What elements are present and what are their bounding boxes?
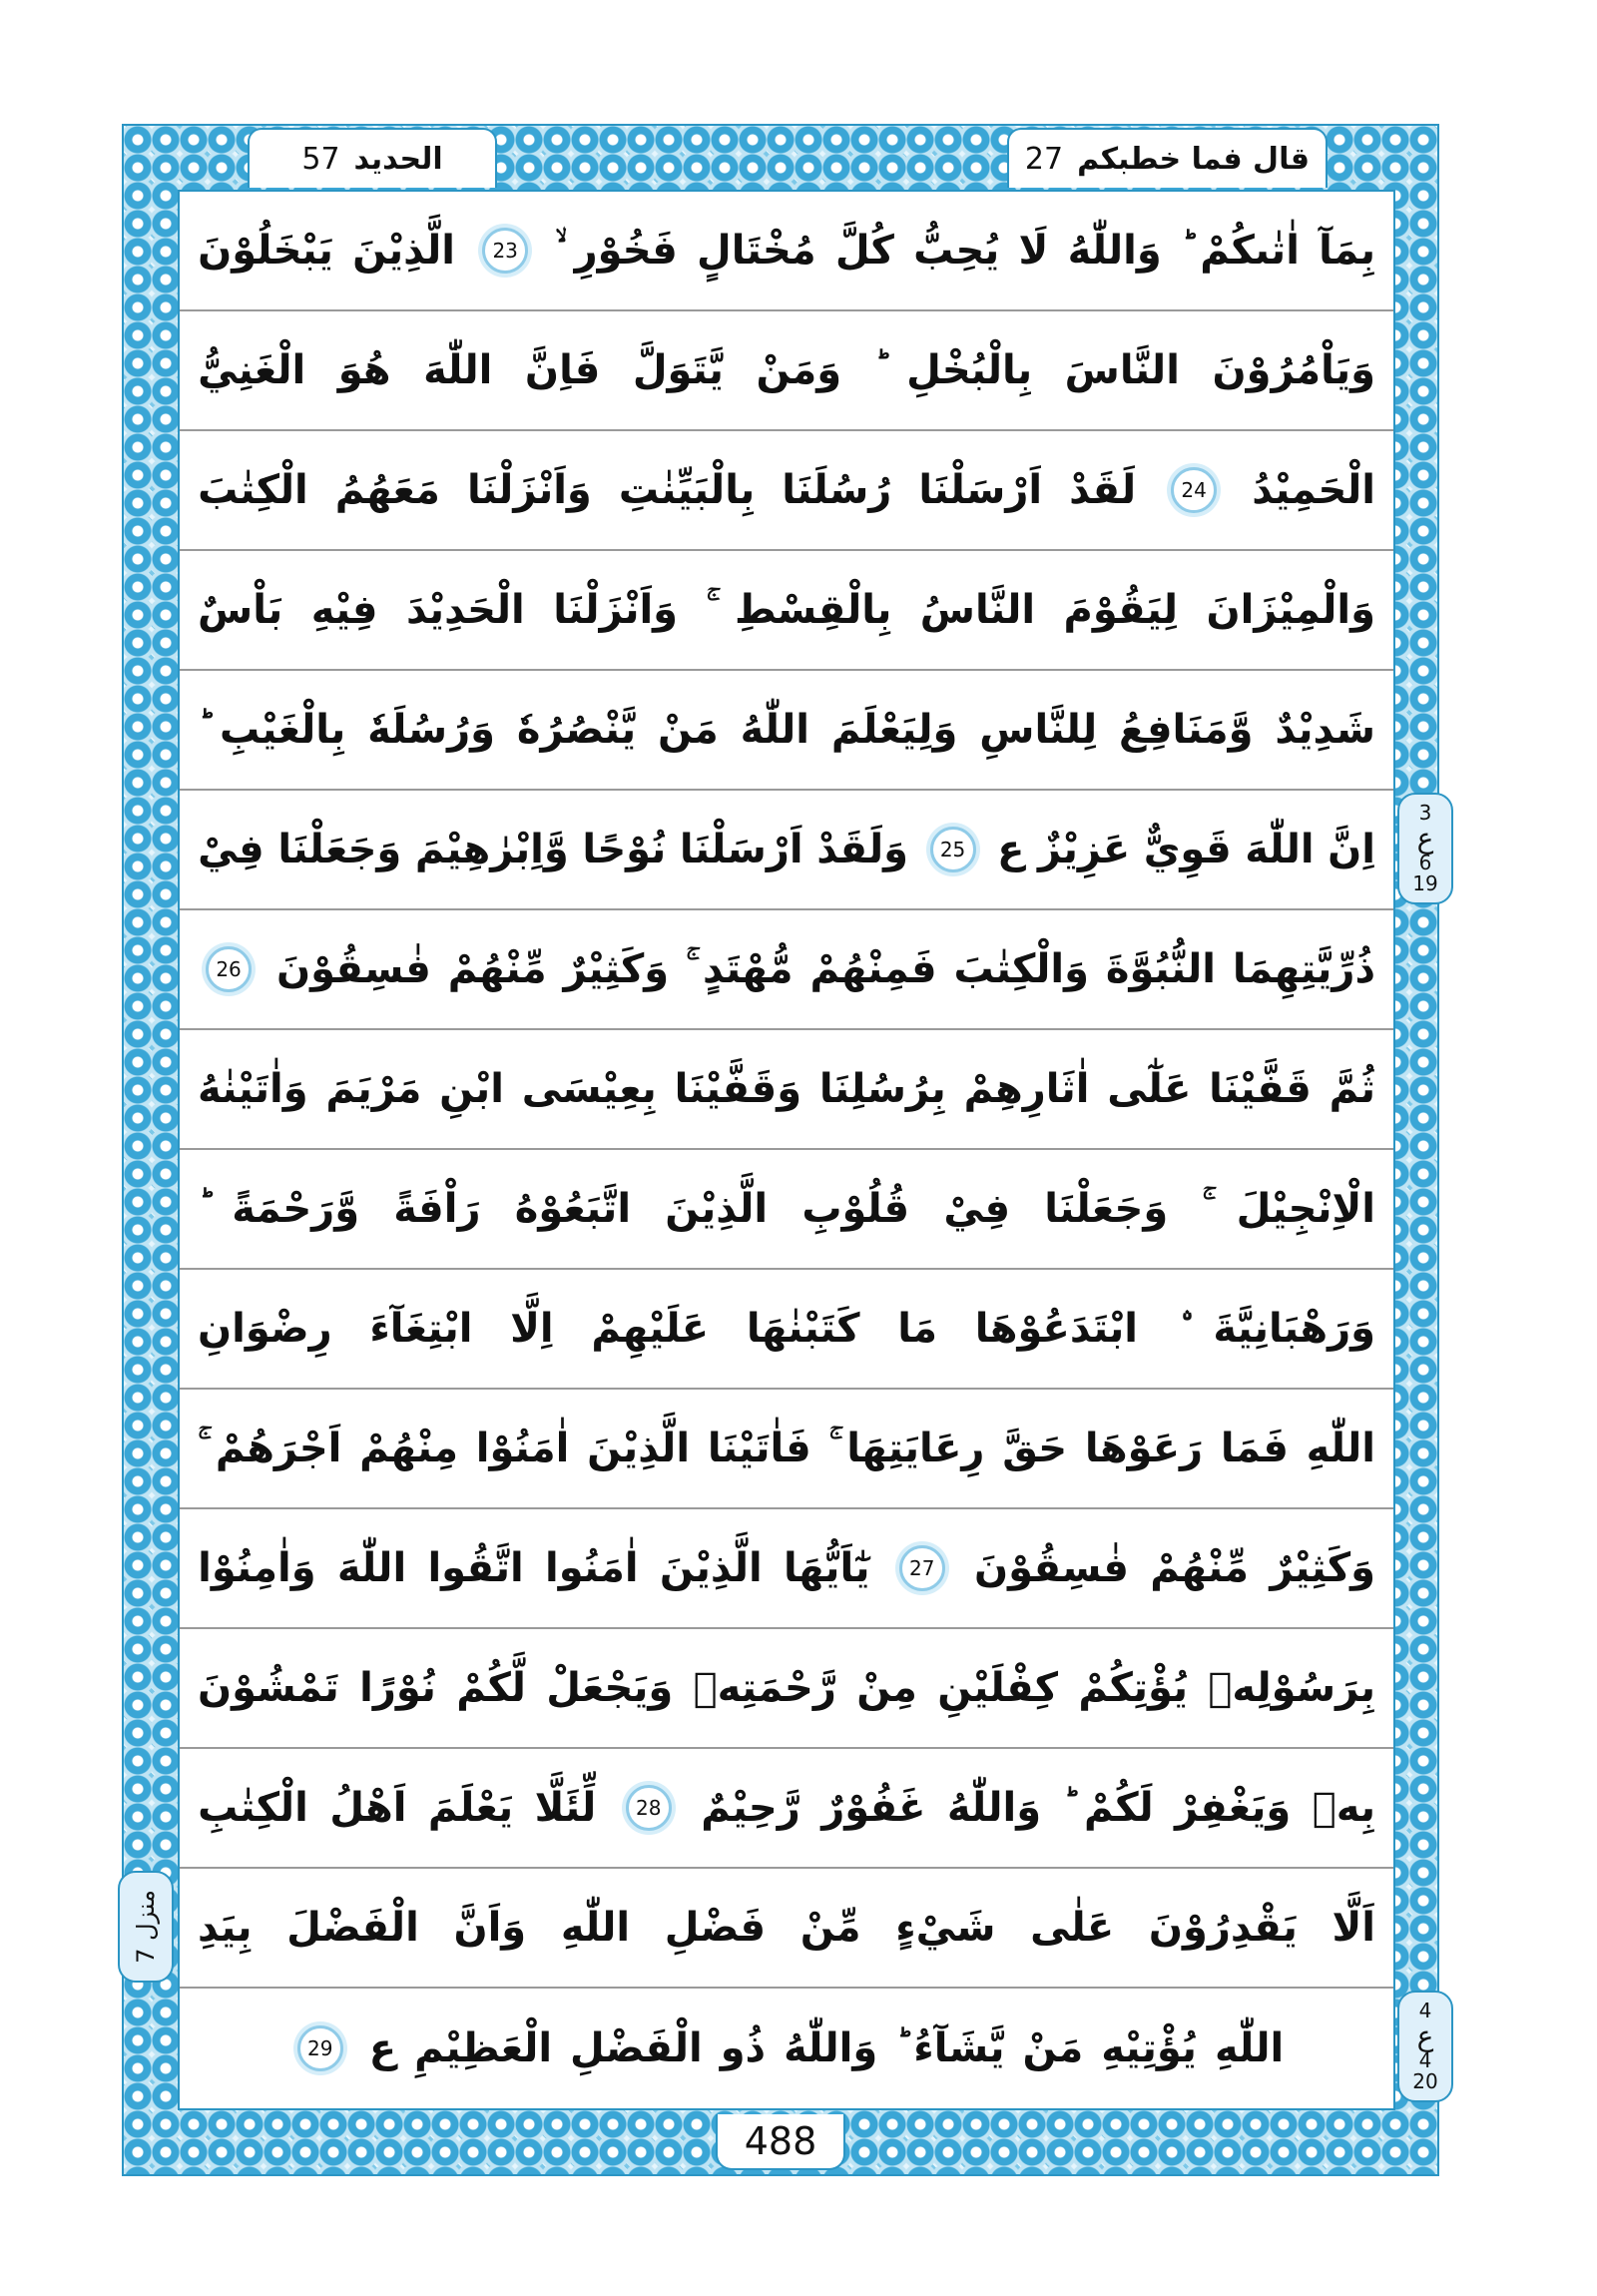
word: يَعْلَمَ (427, 1785, 514, 1831)
word: وَجَعَلْنَا (1044, 1186, 1169, 1232)
word: مَا (897, 1306, 937, 1352)
word: عَزِيْزٌ (1038, 827, 1131, 872)
word: يُؤْتِكُمْ (1078, 1665, 1189, 1711)
word: عَلٰى (1030, 1905, 1115, 1951)
word: وَلَقَدْ (816, 827, 908, 872)
word: يَّنْصُرُهٗ (516, 707, 637, 753)
text-line-content (198, 1776, 1375, 1840)
text-line (180, 1150, 1393, 1270)
word: اَرْسَلْنَا (918, 467, 1043, 513)
ayah-number-marker: 28 (626, 1785, 672, 1831)
word: وَمَنْ (756, 347, 842, 393)
surah-header (248, 128, 497, 188)
text-line (180, 910, 1393, 1030)
text-line-content (198, 1297, 1375, 1361)
word: اللّٰهَ (336, 1545, 407, 1591)
word: اٰثَارِهِمْ (963, 1066, 1090, 1112)
word: قَوِيٌّ (1143, 827, 1232, 872)
word: رِعَايَتِهَا (846, 1426, 985, 1471)
text-line-content (198, 1417, 1375, 1480)
word: يُؤْتِيْهِ (1101, 2025, 1197, 2071)
word: وَقَفَّيْنَا (674, 1066, 802, 1112)
word: وَّرَحْمَةً (232, 1186, 360, 1232)
word: نُوْرًا (359, 1665, 436, 1711)
word: بِالْقِسْطِ (734, 587, 892, 633)
ruku-marker (1397, 1991, 1453, 2102)
ruku-marker-middle: 4 (1418, 2048, 1432, 2073)
word: الْكِتٰبِ (198, 1785, 308, 1831)
text-line (180, 1749, 1393, 1869)
word: بِالْغَيْبِ (219, 707, 346, 753)
word: كِفْلَيْنِ (937, 1665, 1058, 1711)
word: مِّنْهُمْ (1150, 1545, 1250, 1591)
word: وَكَثِيْرٌ (1270, 1545, 1375, 1591)
word: ابْنِ (439, 1066, 504, 1112)
word: وَّمَنَافِعُ (1119, 707, 1254, 753)
word: النَّاسُ (919, 587, 1036, 633)
word: مُّهْتَدٍ (702, 946, 794, 992)
word: اَجْرَهُمْ (215, 1426, 342, 1471)
word: يَّتَوَلَّ (632, 347, 724, 393)
word: رَّحِيْمٌ (701, 1785, 800, 1831)
word: وَاَنَّ (453, 1905, 527, 1951)
word: يُحِبُّ (913, 228, 1000, 274)
text-line (180, 791, 1438, 910)
text-line (180, 1509, 1393, 1629)
word: فَضْلِ (664, 1905, 767, 1951)
text-line-content (198, 1536, 1375, 1600)
word: ذُو (720, 2025, 767, 2071)
text-line (180, 192, 1393, 311)
word: مِّنْ (799, 1905, 861, 1951)
word: ع (368, 2025, 397, 2071)
word: يٰٓاَيُّهَا (784, 1545, 870, 1591)
word: وَيَجْعَلْ (546, 1665, 674, 1711)
text-line-content (198, 458, 1375, 522)
ruku-marker-middle: 6 (1418, 851, 1432, 875)
word: مَعَهُمُ (334, 467, 440, 513)
word: وَاللّٰهُ (1067, 228, 1162, 274)
word: وَاٰمِنُوْا (198, 1545, 316, 1591)
word: نُوْحًا (582, 827, 667, 872)
text-line (180, 551, 1393, 671)
ayah-number-marker: 24 (1171, 467, 1217, 513)
word: رَّحْمَتِهٖ (693, 1665, 836, 1711)
word: فٰسِقُوْنَ (275, 946, 431, 992)
word: فَاِنَّ (524, 347, 601, 393)
word: لِلنَّاسِ (979, 707, 1098, 753)
text-line-content (198, 1656, 1375, 1720)
word: لَّكُمْ (456, 1665, 526, 1711)
word: اللّٰهَ (1245, 827, 1315, 872)
word: مَرْيَمَ (325, 1066, 422, 1112)
word: اٰمَنُوْا (475, 1426, 570, 1471)
word: يَقْدِرُوْنَ (1148, 1905, 1298, 1951)
word: وَرَهْبَانِيَّةَ (1213, 1306, 1375, 1352)
text-line-content (198, 1177, 1375, 1241)
ruku-symbol: ع (1416, 821, 1434, 855)
word: بِرُسُلِنَا (818, 1066, 946, 1112)
word: بِعِيْسَى (521, 1066, 657, 1112)
text-line (180, 1629, 1393, 1749)
word: كَتَبْنٰهَا (746, 1306, 860, 1352)
word: الْفَضْلَ (286, 1905, 419, 1951)
word: الْكِتٰبَ (198, 467, 308, 513)
word: ابْتِغَآءَ (369, 1306, 473, 1352)
word: ع (997, 827, 1025, 872)
word: كُلَّ (834, 228, 894, 274)
para-header (1007, 128, 1328, 188)
ruku-marker-top: 3 (1418, 800, 1432, 825)
word: ابْتَدَعُوْهَا (974, 1306, 1139, 1352)
surah-name: الحدید (353, 141, 443, 177)
word: الْاِنْجِيْلَ (1236, 1186, 1375, 1232)
text-line-content (198, 937, 1375, 1001)
ruku-marker-top: 4 (1418, 1998, 1432, 2022)
word: وَّاِبْرٰهِيْمَ (414, 827, 569, 872)
word: عَلٰٓى (1107, 1066, 1192, 1112)
text-line (180, 431, 1393, 551)
word: اِنَّ (1328, 827, 1375, 872)
word: يَبْخَلُوْنَ (198, 228, 333, 274)
word: بَاْسٌ (198, 587, 283, 633)
ayah-number-marker: 29 (297, 2025, 343, 2071)
word: مِنْهُمْ (359, 1426, 459, 1471)
word: اَرْسَلْنَا (679, 827, 803, 872)
word: اللّٰهُ (740, 707, 809, 753)
word: لِّئَلَّا (534, 1785, 597, 1831)
word: لَقَدْ (1069, 467, 1137, 513)
ayah-number-marker: 25 (930, 827, 976, 872)
word: حَقَّ (1002, 1426, 1068, 1471)
word: مَنْ (658, 707, 719, 753)
word: بِهٖ (1312, 1785, 1375, 1831)
word: رَاْفَةً (393, 1186, 481, 1232)
word: الْغَنِيُّ (198, 347, 306, 393)
word: شَيْءٍ (895, 1905, 996, 1951)
word: وَاَنْزَلْنَا (466, 467, 592, 513)
word: وَاللّٰهُ (946, 1785, 1042, 1831)
word: لَكُمْ (1084, 1785, 1154, 1831)
word: بِالْبَيِّنٰتِ (618, 467, 756, 513)
text-line-content (198, 818, 1375, 881)
word: النُّبُوَّةَ (1105, 946, 1216, 992)
word: اَلَّا (1331, 1905, 1375, 1951)
word: وَيَاْمُرُوْنَ (1212, 347, 1375, 393)
page-number: 488 (716, 2114, 845, 2170)
word: الْعَظِيْمِ (414, 2025, 553, 2071)
word: قَفَّيْنَا (1209, 1066, 1312, 1112)
text-line (180, 671, 1393, 791)
word: بِمَآ (1319, 228, 1375, 274)
word: رَعَوْهَا (1084, 1426, 1204, 1471)
text-line (180, 311, 1393, 431)
word: وَلِيَعْلَمَ (830, 707, 958, 753)
word: قُلُوْبِ (801, 1186, 910, 1232)
text-line (180, 1989, 1438, 2108)
ayah-number-marker: 23 (482, 228, 528, 274)
ruku-marker-bottom: 19 (1412, 871, 1438, 896)
word: وَيَغْفِرْ (1175, 1785, 1292, 1831)
para-number: 27 (1024, 141, 1064, 177)
word: فَمِنْهُمْ (809, 946, 937, 992)
word: هُوَ (337, 347, 391, 393)
word: فِيْ (943, 1186, 1011, 1232)
ruku-marker (1397, 793, 1453, 904)
word: الَّذِيْنَ (665, 1186, 769, 1232)
text-line-content (198, 1057, 1375, 1121)
word: بِيَدِ (198, 1905, 253, 1951)
word: غَفُوْرٌ (821, 1785, 926, 1831)
text-line (132, 1869, 1393, 1989)
word: وَاٰتَيْنٰهُ (198, 1066, 308, 1112)
word: وَالْكِتٰبَ (953, 946, 1089, 992)
text-line-content (198, 219, 1375, 283)
text-line-content (198, 2016, 1375, 2080)
para-name: قال فما خطبكم (1077, 141, 1310, 177)
manzil-label: منزل 7 (132, 1890, 160, 1964)
text-line (180, 1030, 1393, 1150)
word: بِالْبُخْلِ (906, 347, 1033, 393)
word: اللّٰهِ (1214, 2025, 1285, 2071)
ornamental-border (122, 124, 1439, 2176)
word: الْحَمِيْدُ (1252, 467, 1375, 513)
word: مَنْ (1022, 2025, 1084, 2071)
text-line-content (198, 578, 1375, 642)
word: اتَّقُوا (427, 1545, 524, 1591)
word: مِنْ (856, 1665, 917, 1711)
word: اتَّبَعُوْهُ (514, 1186, 632, 1232)
word: لِيَقُوْمَ (1063, 587, 1179, 633)
word: فِيْهِ (310, 587, 378, 633)
word: بِرَسُوْلِهٖ (1208, 1665, 1375, 1711)
quran-text-area (132, 190, 1438, 2110)
word: وَالْمِيْزَانَ (1206, 587, 1375, 633)
word: الْحَدِيْدَ (405, 587, 525, 633)
word: اللّٰهَ (423, 347, 493, 393)
word: اَهْلُ (329, 1785, 407, 1831)
text-line-content (198, 698, 1375, 762)
word: الَّذِيْنَ (352, 228, 455, 274)
word: وَاَنْزَلْنَا (553, 587, 679, 633)
word: ثُمَّ (1329, 1066, 1375, 1112)
word: النَّاسَ (1064, 347, 1180, 393)
ayah-number-marker: 26 (206, 946, 252, 992)
word: شَدِيْدٌ (1275, 707, 1375, 753)
word: اٰمَنُوا (545, 1545, 639, 1591)
word: اٰتٰىكُمْ (1200, 228, 1300, 274)
word: فٰسِقُوْنَ (974, 1545, 1129, 1591)
word: لَا (1018, 228, 1049, 274)
word: الْفَضْلِ (570, 2025, 703, 2071)
text-line-content (198, 338, 1375, 402)
word: ذُرِّيَّتِهِمَا (1232, 946, 1375, 992)
word: رُسُلَنَا (782, 467, 892, 513)
word: اِلَّا (510, 1306, 554, 1352)
ayah-number-marker: 27 (899, 1545, 945, 1591)
text-line-content (198, 1896, 1375, 1960)
word: تَمْشُوْنَ (198, 1665, 339, 1711)
word: وَرُسُلَهٗ (367, 707, 495, 753)
word: وَكَثِيْرٌ (563, 946, 670, 992)
word: الَّذِيْنَ (659, 1545, 763, 1591)
ruku-marker-bottom: 20 (1412, 2069, 1438, 2094)
word: فَاٰتَيْنَا (707, 1426, 811, 1471)
word: اللّٰهِ (1306, 1426, 1375, 1471)
word: فَمَا (1220, 1426, 1289, 1471)
word: وَجَعَلْنَا (277, 827, 402, 872)
text-line (180, 1270, 1393, 1390)
word: مُخْتَالٍ (697, 228, 816, 274)
ruku-symbol: ع (1416, 2018, 1434, 2052)
surah-number: 57 (301, 141, 340, 177)
text-line (180, 1390, 1393, 1509)
word: رِضْوَانِ (198, 1306, 332, 1352)
word: وَاللّٰهُ (784, 2025, 878, 2071)
manzil-marker (118, 1871, 174, 1983)
word: فَخُوْرِ (574, 228, 678, 274)
word: مِّنْهُمْ (447, 946, 547, 992)
word: يَّشَآءُ (913, 2025, 1005, 2071)
word: عَلَيْهِمْ (591, 1306, 710, 1352)
word: اللّٰهِ (560, 1905, 631, 1951)
word: فِيْ (198, 827, 265, 872)
word: الَّذِيْنَ (587, 1426, 691, 1471)
